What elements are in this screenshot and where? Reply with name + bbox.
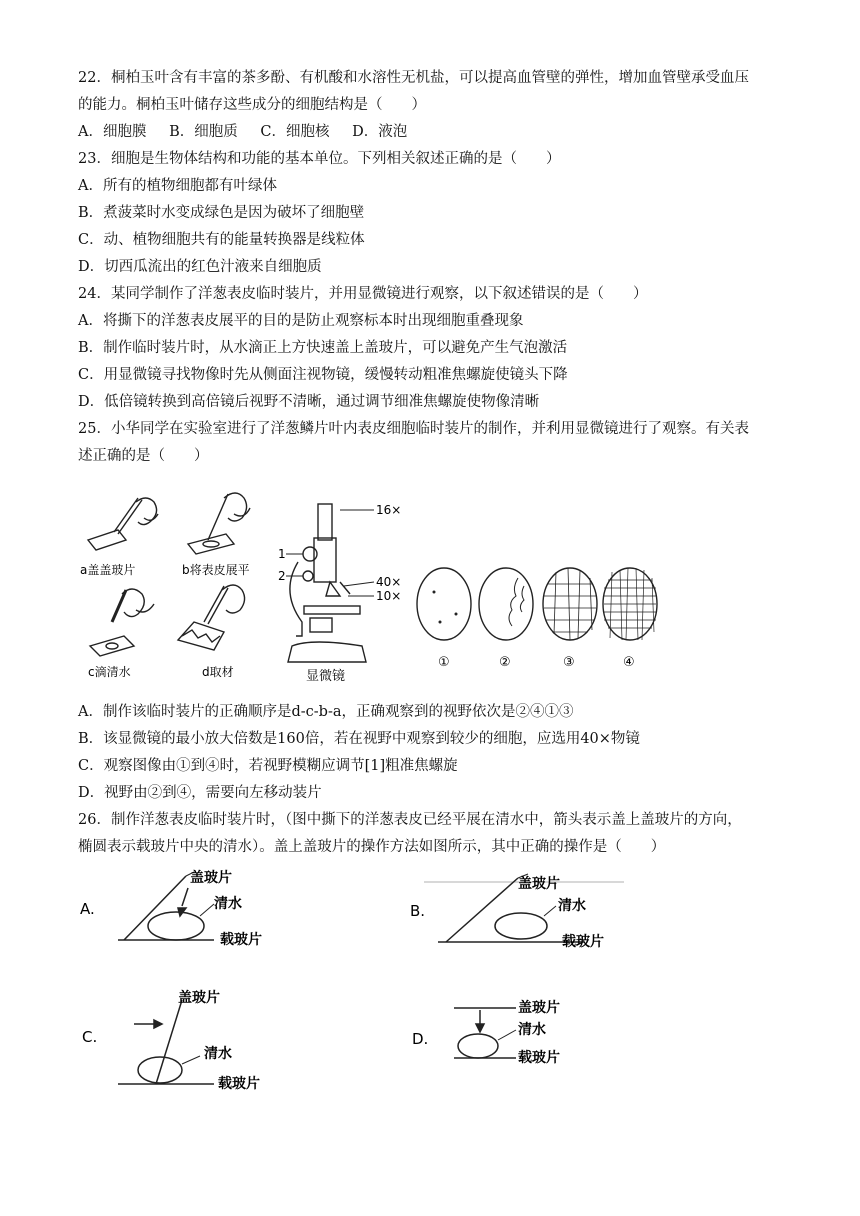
q25-stem-line2: 述正确的是（ ） <box>78 448 209 464</box>
q22-option-a: A．细胞膜 <box>78 124 147 140</box>
objective-10-label: 10× <box>376 589 402 603</box>
d-slide-label: 载玻片 <box>518 1050 560 1066</box>
q24-option-a: A．将撕下的洋葱表皮展平的目的是防止观察标本时出现细胞重叠现象 <box>78 313 524 329</box>
q26-choice-d: D. <box>412 1030 429 1048</box>
b-water-label: 清水 <box>558 898 586 914</box>
q22-option-b: B．细胞质 <box>169 124 238 140</box>
field-2-label: ② <box>499 655 511 670</box>
step-d-label: d取材 <box>202 665 234 679</box>
a-slide-label: 载玻片 <box>220 932 262 948</box>
b-slide-label: 载玻片 <box>562 934 604 950</box>
field-of-view-1 <box>417 568 471 640</box>
d-cover-label: 盖玻片 <box>518 1000 560 1016</box>
q26-choice-b: B. <box>410 902 426 920</box>
a-cover-label: 盖玻片 <box>190 870 232 886</box>
q22-option-c: C．细胞核 <box>260 124 330 140</box>
q25-option-b: B．该显微镜的最小放大倍数是160倍，若在视野中观察到较少的细胞，应选用40×物镜 <box>78 731 640 747</box>
q25-option-a: A．制作该临时装片的正确顺序是d-c-b-a，正确观察到的视野依次是②④①③ <box>78 704 574 720</box>
q23-stem: 23．细胞是生物体结构和功能的基本单位。下列相关叙述正确的是（ ） <box>78 151 561 167</box>
c-slide-label: 载玻片 <box>218 1076 260 1092</box>
c-cover-label: 盖玻片 <box>178 990 220 1006</box>
q23-option-a: A．所有的植物细胞都有叶绿体 <box>78 178 277 194</box>
q26-choice-a: A. <box>80 900 95 918</box>
step-b-illustration <box>188 493 250 554</box>
field-of-view-3 <box>543 568 597 640</box>
field-1-label: ① <box>438 655 450 670</box>
q22-option-d: D．液泡 <box>352 124 408 140</box>
d-water-label: 清水 <box>518 1022 546 1038</box>
q24-option-c: C．用显微镜寻找物像时先从侧面注视物镜，缓慢转动粗准焦螺旋使镜头下降 <box>78 367 568 383</box>
c-water-label: 清水 <box>204 1046 232 1062</box>
field-3-label: ③ <box>563 655 575 670</box>
q26-figure <box>78 864 638 1104</box>
q23-option-c: C．动、植物细胞共有的能量转换器是线粒体 <box>78 232 365 248</box>
q26-choice-c: C. <box>82 1028 98 1046</box>
microscope-caption: 显微镜 <box>306 669 346 684</box>
field-of-view-2 <box>479 568 533 640</box>
objective-40-label: 40× <box>376 575 402 589</box>
b-cover-label: 盖玻片 <box>518 876 560 892</box>
q25-figure <box>78 482 678 692</box>
q25-option-d: D．视野由②到④，需要向左移动装片 <box>78 785 322 801</box>
q23-option-b: B．煮菠菜时水变成绿色是因为破坏了细胞壁 <box>78 205 365 221</box>
q24-option-d: D．低倍镜转换到高倍镜后视野不清晰，通过调节细准焦螺旋使物像清晰 <box>78 394 540 410</box>
eyepiece-label: 16× <box>376 503 402 517</box>
diagram-d <box>454 1008 516 1058</box>
field-4-label: ④ <box>623 655 635 670</box>
part-2-label: 2 <box>278 569 286 583</box>
field-of-view-4 <box>603 568 657 640</box>
a-water-label: 清水 <box>214 896 242 912</box>
q22-stem-line2: 的能力。桐柏玉叶储存这些成分的细胞结构是（ ） <box>78 97 426 113</box>
step-c-label: c滴清水 <box>88 665 131 679</box>
q26-stem-line2: 椭圆表示载玻片中央的清水）。盖上盖玻片的操作方法如图所示，其中正确的操作是（ ） <box>78 839 666 855</box>
q24-stem: 24．某同学制作了洋葱表皮临时装片，并用显微镜进行观察，以下叙述错误的是（ ） <box>78 286 648 302</box>
part-1-label: 1 <box>278 547 286 561</box>
step-c-illustration <box>90 589 154 656</box>
diagram-c <box>118 1000 214 1084</box>
q26-stem-line1: 26．制作洋葱表皮临时装片时，（图中撕下的洋葱表皮已经平展在清水中，箭头表示盖上盖玻片的方向， <box>78 812 742 828</box>
q25-option-c: C．观察图像由①到④时，若视野模糊应调节[1]粗准焦螺旋 <box>78 758 458 774</box>
microscope-illustration <box>286 504 374 662</box>
q23-option-d: D．切西瓜流出的红色汁液来自细胞质 <box>78 259 322 275</box>
q22-stem-line1: 22．桐柏玉叶含有丰富的茶多酚、有机酸和水溶性无机盐，可以提高血管壁的弹性，增加血管壁承受血压 <box>78 70 749 86</box>
step-a-label: a盖盖玻片 <box>80 563 136 577</box>
step-d-illustration <box>178 585 245 650</box>
step-b-label: b将表皮展平 <box>182 563 250 577</box>
step-a-illustration <box>88 498 158 550</box>
q24-option-b: B．制作临时装片时，从水滴正上方快速盖上盖玻片，可以避免产生气泡激活 <box>78 340 568 356</box>
q25-stem-line1: 25．小华同学在实验室进行了洋葱鳞片叶内表皮细胞临时装片的制作，并利用显微镜进行了观察。有关表 <box>78 421 749 437</box>
q22-options <box>78 122 425 142</box>
